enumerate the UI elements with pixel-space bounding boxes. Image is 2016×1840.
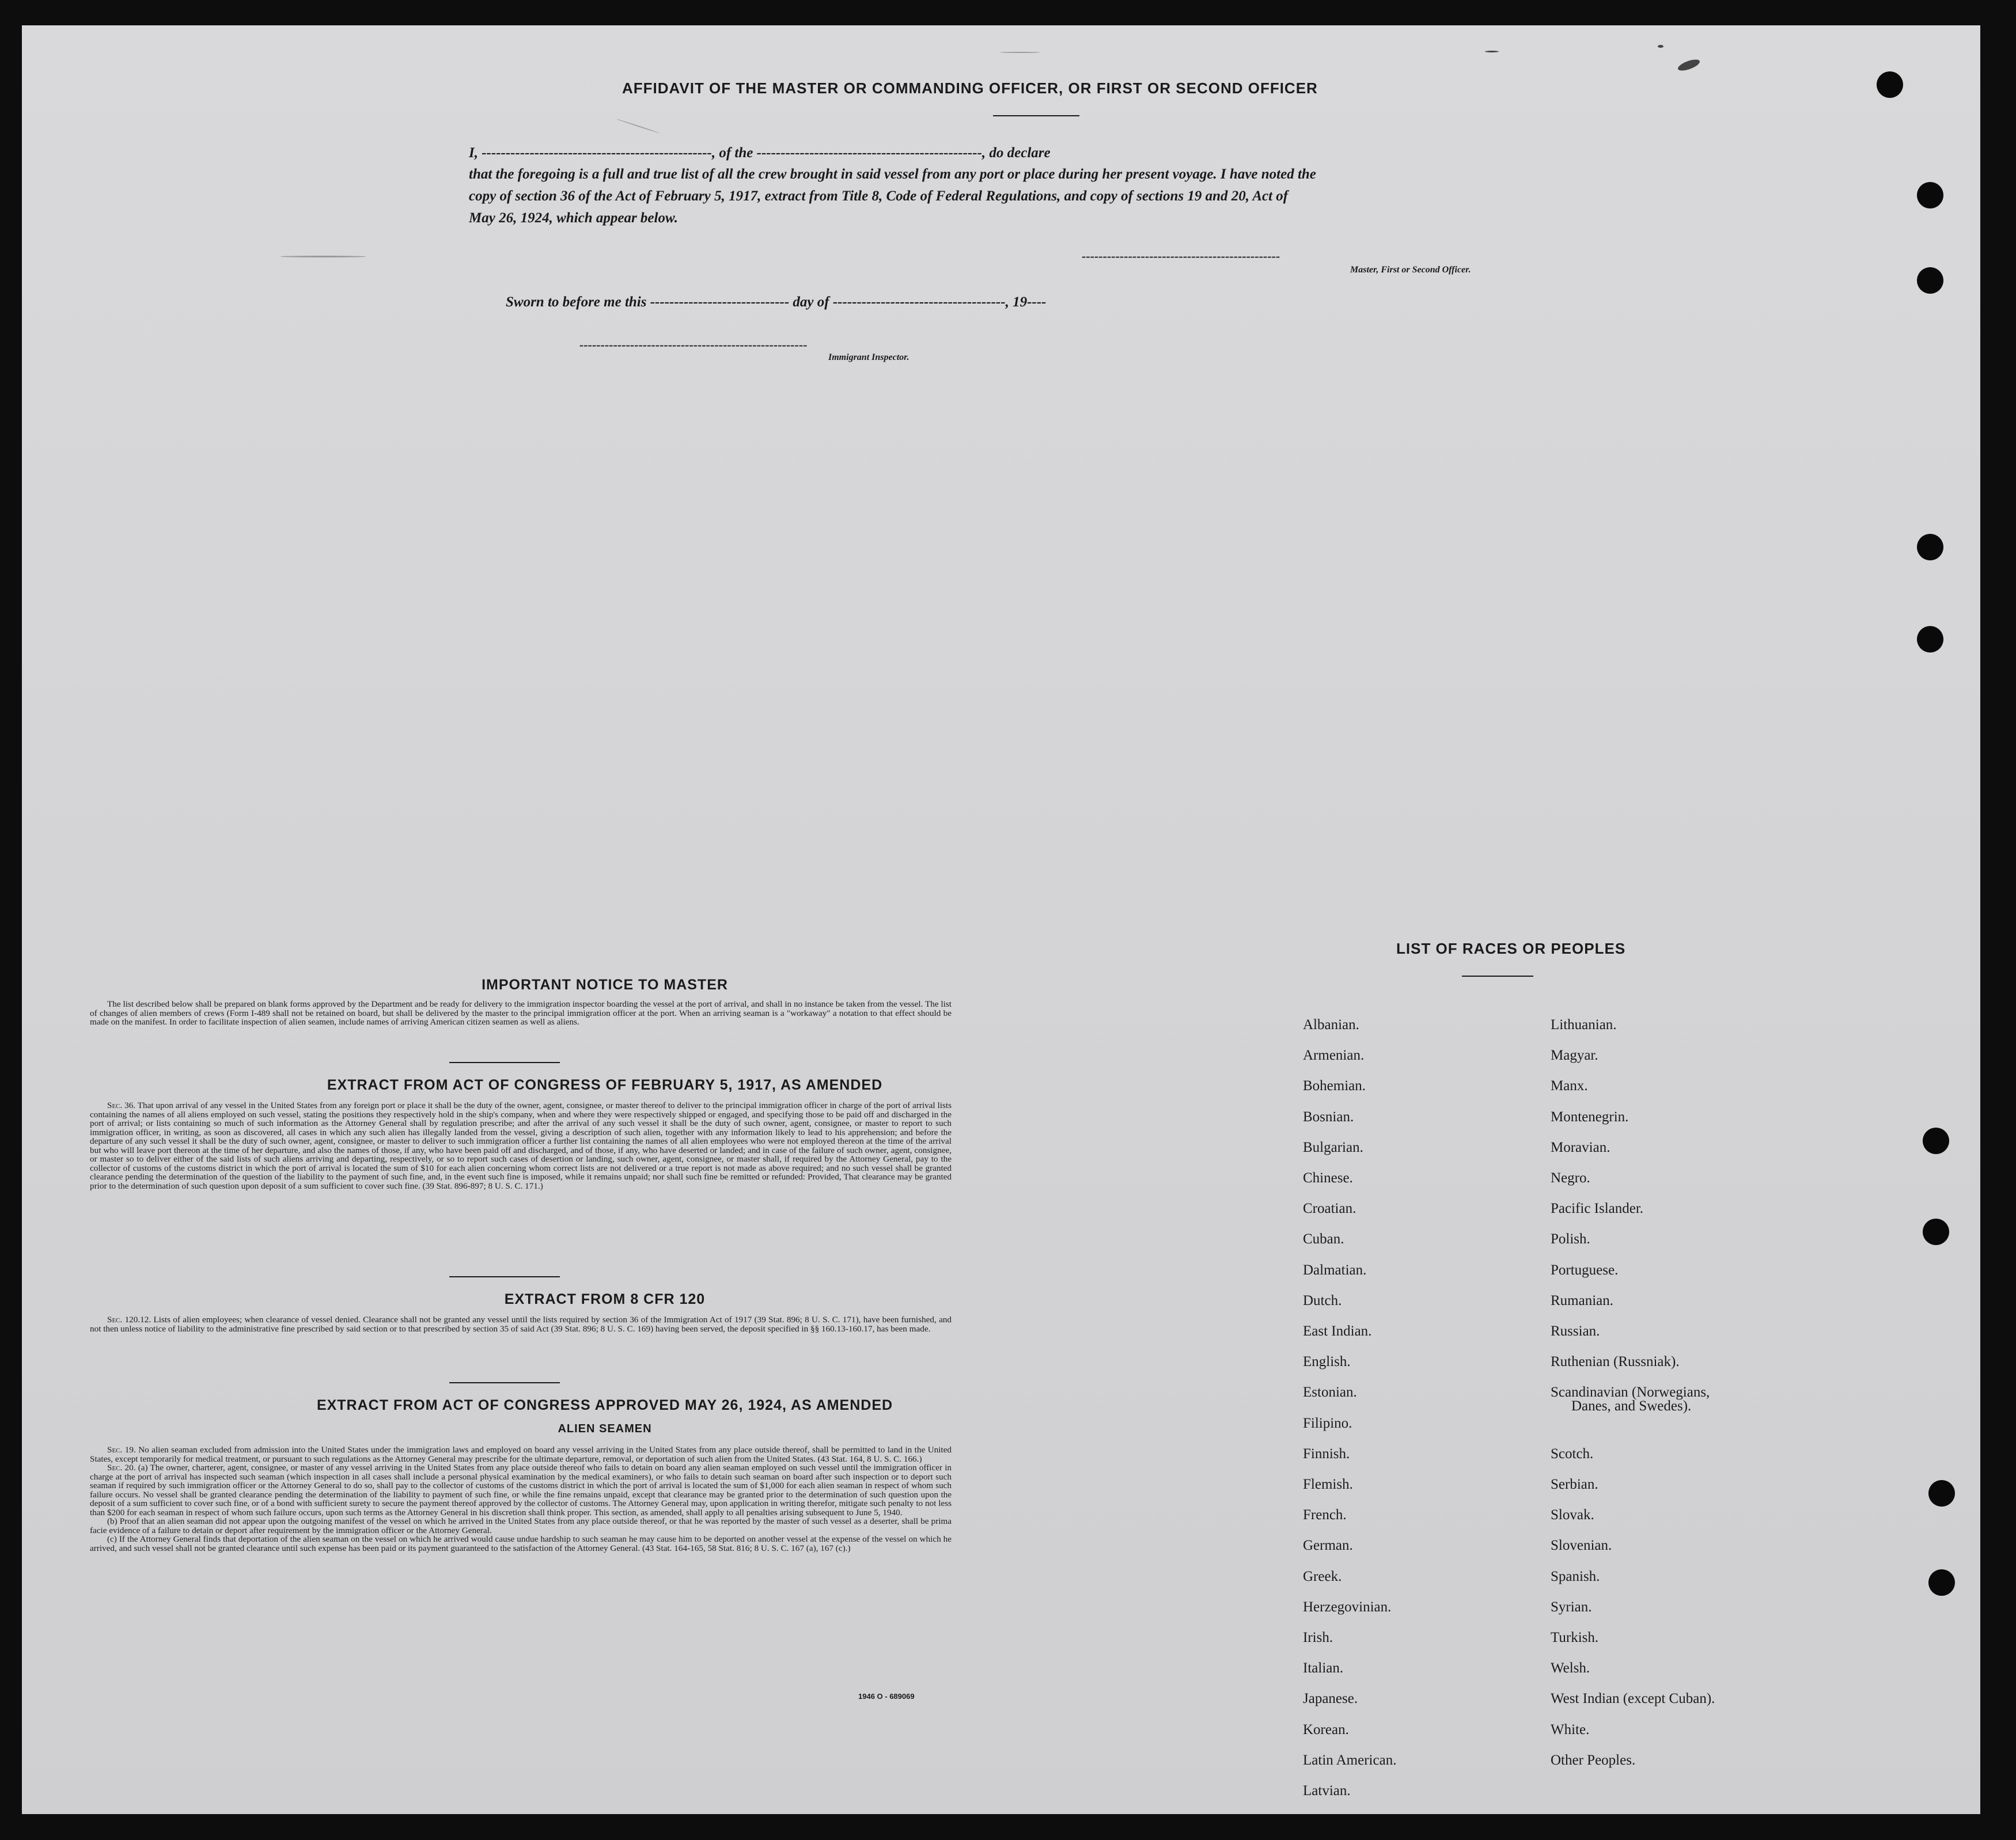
race-item: Italian. — [1303, 1660, 1344, 1676]
race-item: Latvian. — [1303, 1783, 1351, 1799]
race-item: English. — [1303, 1354, 1351, 1370]
race-item: Bohemian. — [1303, 1078, 1366, 1094]
extract-cfr-body — [90, 1315, 952, 1333]
alien-seamen-subtitle: ALIEN SEAMEN — [558, 1422, 652, 1435]
binder-hole — [1928, 1480, 1955, 1507]
divider-3 — [449, 1382, 560, 1383]
title-rule — [993, 115, 1079, 116]
race-item: Latin American. — [1303, 1752, 1397, 1768]
sec36-label: Sec. 36. — [107, 1101, 136, 1110]
race-item: Chinese. — [1303, 1170, 1353, 1186]
notice-body — [90, 1000, 952, 1027]
scan-artifact — [1485, 51, 1499, 52]
sworn-year-blank[interactable]: ---- — [1027, 294, 1047, 310]
race-item: Dutch. — [1303, 1292, 1342, 1308]
scan-artifact — [280, 256, 366, 257]
race-item: White. — [1551, 1721, 1590, 1737]
affidavit-line-3: copy of section 36 of the Act of February 5, 1917, extract from Title 8, Code of Federal Regulations, and copy of sections 19 and 20, Act of — [469, 188, 1289, 204]
binder-hole — [1928, 1569, 1955, 1596]
race-item: Negro. — [1551, 1170, 1590, 1186]
race-item: Bulgarian. — [1303, 1139, 1363, 1155]
race-item: Bosnian. — [1303, 1109, 1354, 1125]
race-item: Armenian. — [1303, 1048, 1365, 1064]
race-item: Slovenian. — [1551, 1538, 1612, 1554]
race-item: Greek. — [1303, 1568, 1342, 1584]
inspector-blank[interactable]: ------------------------------------------------------ — [579, 337, 808, 352]
race-item: Scotch. — [1551, 1446, 1594, 1462]
extract-1924-body — [90, 1446, 952, 1553]
race-item: German. — [1303, 1538, 1353, 1554]
binder-hole — [1923, 1219, 1949, 1245]
race-item: Syrian. — [1551, 1599, 1592, 1615]
extract-cfr-title: EXTRACT FROM 8 CFR 120 — [504, 1291, 706, 1307]
race-item: French. — [1303, 1507, 1347, 1523]
race-item: Korean. — [1303, 1721, 1349, 1737]
race-item: Ruthenian (Russniak). — [1551, 1354, 1680, 1370]
scan-artifact — [1000, 52, 1040, 53]
race-item: Cuban. — [1303, 1231, 1344, 1247]
race-item: Polish. — [1551, 1231, 1590, 1247]
divider-2 — [449, 1276, 560, 1277]
sworn-19: , 19 — [1005, 294, 1028, 310]
race-item: Croatian. — [1303, 1201, 1356, 1217]
race-item: Herzegovinian. — [1303, 1599, 1392, 1615]
scan-artifact — [1658, 45, 1663, 48]
race-item: Rumanian. — [1551, 1292, 1614, 1308]
race-item: Lithuanian. — [1551, 1017, 1617, 1033]
scan-artifact — [616, 119, 661, 134]
divider-1 — [449, 1062, 560, 1063]
form-sheet — [22, 25, 1980, 1814]
race-item: Scandinavian (Norwegians, — [1551, 1384, 1710, 1401]
vessel-blank[interactable]: ----------------------------------------------- — [756, 145, 982, 161]
race-item: Russian. — [1551, 1323, 1600, 1339]
races-rule — [1462, 976, 1533, 977]
binder-hole — [1917, 626, 1943, 652]
sec36-text: That upon arrival of any vessel in the United States from any foreign port or place it shall be the duty of the owner, agent, consignee, or master thereof to deliver to the principal immigration officer in charge of the port of arrival lists containing the names of all aliens employed on such vessel, stating the positions they respectively hold in the ship's company, when and where they were respectively shipped or engaged, and specifying those to be paid off and discharged in the port of arrival; or lists containing so much of such information as the Attorney General shall by regulation prescribe; and after the arrival of any such vessel it shall be the duty of such owner, agent, consignee, or master to report to such immigration officer, in writing, as soon as discovered, all cases in which any such alien has illegally landed from the vessel, giving a description of such alien, together with any information likely to lead to his apprehension; and before the departure of any such vessel it shall be the duty of such owner, agent, consignee, or master to deliver to such immigration officer a further list containing the names of all alien employees who were not employed thereon at the time of the arrival but who will leave port thereon at the time of her departure, and also the names of those, if any, who have been paid off and discharged, and of those, if any, who have deserted or landed; and in case of the failure of such owner, agent, consignee, or master so to deliver either of the said lists of such aliens arriving and departing, respectively, or so to report such cases of desertion or landing, such owner, agent, consignee, or master shall, if required by the Attorney General, pay to the collector of customs of the customs district in which the port of arrival is located the sum of $10 for each alien concerning whom correct lists are not delivered or a true report is not made as above required; and no such vessel shall be granted clearance pending the determination of the question of the liability to the payment of such fine, and, in the event such fine is imposed, while it remains unpaid; nor shall such fine be remitted or refunded: Provided, That clearance may be granted prior to the determination of such question upon deposit of a sum sufficient to cover such fine. (39 Stat. 896-897; 8 U. S. C. 171.) — [90, 1101, 952, 1191]
binder-hole — [1917, 182, 1943, 208]
affidavit-i: I, — [469, 145, 478, 161]
race-item: Dalmatian. — [1303, 1262, 1367, 1278]
notice-text: The list described below shall be prepared on blank forms approved by the Department and be ready for delivery to the immigration inspector boarding the vessel at the port of arrival, and shall in no instance be taken from the vessel. The list of changes of alien members of crews (Form I-489 shall not be retained on board, but shall be delivered by the master to the principal immigration officer at the port. When an arriving seaman is a "workaway" a notation to that effect should be made on the manifest. In order to facilitate inspection of alien seamen, include names of arriving American citizen seamen as well as aliens. — [90, 999, 952, 1027]
sec20-label: Sec. 20. — [107, 1463, 136, 1473]
races-title: LIST OF RACES OR PEOPLES — [1396, 940, 1626, 957]
race-item: Finnish. — [1303, 1446, 1350, 1462]
race-item: Moravian. — [1551, 1139, 1610, 1155]
race-item: Albanian. — [1303, 1017, 1359, 1033]
affidavit-line-4: May 26, 1924, which appear below. — [469, 210, 678, 226]
affidavit-title: AFFIDAVIT OF THE MASTER OR COMMANDING OFFICER, OR FIRST OR SECOND OFFICER — [622, 79, 1318, 97]
race-item: Danes, and Swedes). — [1571, 1398, 1692, 1414]
sec120-text: Lists of alien employees; when clearance of vessel denied. Clearance shall not be granted any vessel until the lists required by section 36 of the Immigration Act of 1917 (39 Stat. 896; 8 U. S. C. 171), have been furnished, and not then unless notice of liability to the administrative fine prescribed by said section or to that prescribed by section 35 of said Act (39 Stat. 896; 8 U. S. C. 169) having been served, the deposit specified in §§ 160.13-160.17, has been made. — [90, 1315, 952, 1334]
race-item: Japanese. — [1303, 1691, 1358, 1707]
sworn-day-blank[interactable]: ----------------------------- — [650, 294, 790, 310]
signature-blank[interactable]: ----------------------------------------------- — [1082, 249, 1280, 263]
sworn-line — [506, 294, 1046, 310]
affidavit-line-2: that the foregoing is a full and true list of all the crew brought in said vessel from any port or place during her present voyage. I have noted the — [469, 166, 1316, 182]
sec20b-text: (b) Proof that an alien seaman did not appear upon the outgoing manifest of the vessel on which he arrived in the United States from any place outside thereof, or that he was reported by the master of such vessel as a deserter, shall be prima facie evidence of a failure to detain or deport after requirement by the immigration officer or the Attorney General. — [90, 1516, 952, 1535]
print-code: 1946 O - 689069 — [858, 1692, 915, 1701]
race-item: Pacific Islander. — [1551, 1201, 1644, 1217]
affidavit-line-1 — [469, 145, 1051, 161]
sec19-text: No alien seaman excluded from admission into the United States under the immigration laws and employed on board any vessel arriving in the United States from any place outside thereof, shall be permitted to land in the United States, except temporarily for medical treatment, or pursuant to such regulations as the Attorney General may prescribe for the ultimate departure, removal, or deportation of such alien from the United States. (43 Stat. 164, 8 U. S. C. 166.) — [90, 1445, 952, 1464]
sec20a-text: (a) The owner, charterer, agent, consignee, or master of any vessel arriving in the United States from any place outside thereof who fails to detain on board any alien seaman employed on such vessel until the immigration officer in charge at the port of arrival has inspected such seaman (which inspection in all cases shall include a personal physical examination by the medical examiners), or who fails to detain such seaman on board after such inspection or to deport such seaman if required by such immigration officer or the Attorney General to do so, shall pay to the collector of customs of the customs district in which the port of arrival is located the sum of $1,000 for each alien seaman in respect of whom such failure occurs. No vessel shall be granted clearance pending the determination of the liability to payment of such fine, or while the fine remains unpaid, except that clearance may be granted prior to the determination of such question upon the deposit of a sum sufficient to cover such fine, or of a bond with sufficient surety to secure the payment thereof approved by the collector of customs. The Attorney General may, upon application in writing therefor, mitigate such penalty to not less than $200 for each seaman in respect of whom such failure occurs, upon such terms as the Attorney General in his discretion shall think proper. This section, as amended, shall apply to all penalties arising subsequent to June 5, 1940. — [90, 1463, 952, 1517]
extract-1917-title: EXTRACT FROM ACT OF CONGRESS OF FEBRUARY 5, 1917, AS AMENDED — [327, 1077, 883, 1093]
binder-hole — [1923, 1128, 1949, 1154]
sec20c-text: (c) If the Attorney General finds that deportation of the alien seaman on the vessel on which he arrived would cause undue hardship to such seaman he may cause him to be deported on another vessel at the expense of the vessel on which he arrived, and such vessel shall not be granted clearance until such expense has been paid or its payment guaranteed to the satisfaction of the Attorney General. (43 Stat. 164-165, 58 Stat. 816; 8 U. S. C. 167 (a), 167 (c).) — [90, 1534, 952, 1553]
race-item: Manx. — [1551, 1078, 1588, 1094]
binder-hole — [1917, 534, 1943, 560]
inspector-caption: Immigrant Inspector. — [828, 352, 910, 362]
race-item: Portuguese. — [1551, 1262, 1619, 1278]
race-item: Serbian. — [1551, 1477, 1598, 1492]
sec19-label: Sec. 19. — [107, 1445, 136, 1455]
race-item: Turkish. — [1551, 1630, 1599, 1645]
race-item: East Indian. — [1303, 1323, 1372, 1339]
race-item: West Indian (except Cuban). — [1551, 1691, 1715, 1707]
binder-hole — [1917, 267, 1943, 294]
race-item: Irish. — [1303, 1630, 1333, 1645]
affidavit-of-the: , of the — [711, 145, 753, 161]
binder-hole — [1877, 71, 1903, 98]
scan-artifact — [1677, 58, 1701, 73]
notice-title: IMPORTANT NOTICE TO MASTER — [482, 977, 728, 993]
affidavit-do-declare: , do declare — [982, 145, 1051, 161]
sworn-day-of: day of — [793, 294, 829, 310]
race-item: Flemish. — [1303, 1477, 1353, 1492]
race-item: Filipino. — [1303, 1415, 1352, 1431]
sworn-text: Sworn to before me this — [506, 294, 647, 310]
sworn-month-blank[interactable]: ------------------------------------ — [832, 294, 1006, 310]
race-item: Slovak. — [1551, 1507, 1594, 1523]
race-item: Welsh. — [1551, 1660, 1590, 1676]
extract-1917-body — [90, 1101, 952, 1190]
race-item: Magyar. — [1551, 1048, 1598, 1064]
race-item: Spanish. — [1551, 1568, 1600, 1584]
race-item: Other Peoples. — [1551, 1752, 1636, 1768]
signature-caption: Master, First or Second Officer. — [1350, 265, 1471, 275]
extract-1924-title: EXTRACT FROM ACT OF CONGRESS APPROVED MAY 26, 1924, AS AMENDED — [316, 1397, 893, 1413]
race-item: Estonian. — [1303, 1384, 1357, 1401]
name-blank[interactable]: ------------------------------------------------ — [482, 145, 712, 161]
sec120-label: Sec. 120.12. — [107, 1315, 151, 1325]
race-item: Montenegrin. — [1551, 1109, 1629, 1125]
